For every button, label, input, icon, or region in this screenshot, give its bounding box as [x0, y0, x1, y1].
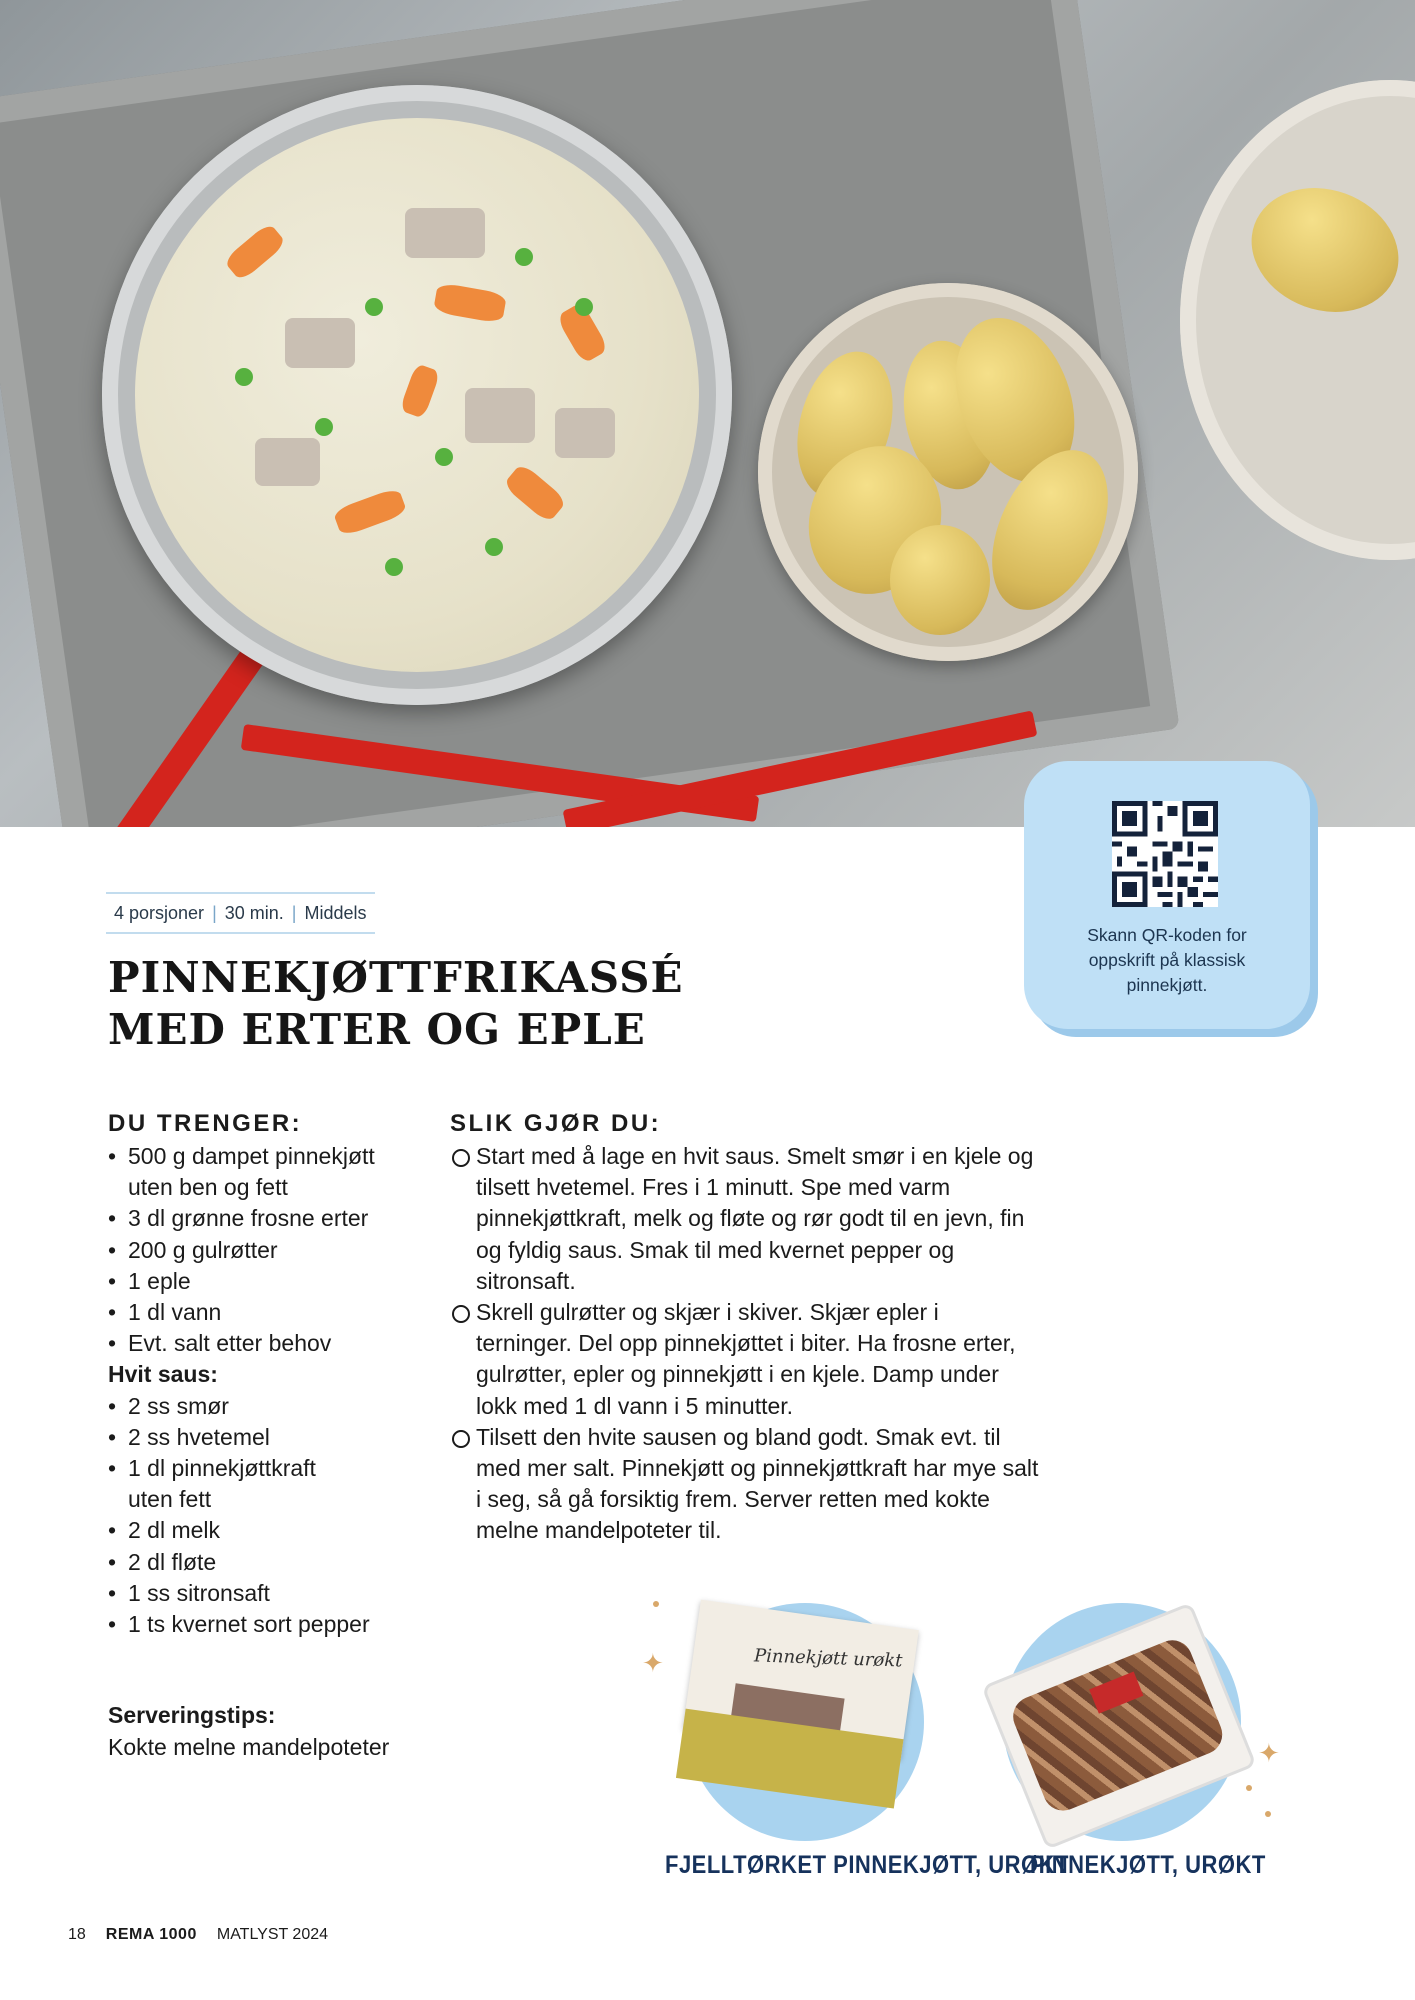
sparkle-dot	[1246, 1785, 1252, 1791]
qr-caption-line: oppskrift på klassisk	[1088, 950, 1246, 970]
ingredients-list	[108, 1141, 438, 1640]
ingredient-item-continued: uten ben og fett	[128, 1174, 288, 1201]
meta-separator: |	[212, 902, 217, 923]
method-heading: SLIK GJØR DU:	[450, 1110, 662, 1137]
serving-tips-heading: Serveringstips:	[108, 1702, 276, 1728]
ingredient-item: • 200 g gulrøtter	[108, 1235, 438, 1266]
ingredient-item: • 1 eple	[108, 1266, 438, 1297]
sauce-item-continued: uten fett	[128, 1486, 212, 1513]
sauce-item: • 2 dl melk	[108, 1515, 438, 1546]
page-number: 18	[68, 1926, 86, 1943]
difficulty: Middels	[304, 902, 367, 923]
cook-time: 30 min.	[224, 902, 284, 923]
sauce-item: • 2 dl fløte	[108, 1547, 438, 1578]
sauce-item: • 1 ts kvernet sort pepper	[108, 1609, 438, 1640]
sauce-heading: Hvit saus:	[108, 1361, 218, 1388]
recipe-title	[108, 952, 684, 1056]
qr-caption-line: Skann QR-koden for	[1087, 925, 1247, 945]
title-line: PINNEKJØTTFRIKASSÉ	[108, 953, 684, 1002]
page-footer	[68, 1926, 328, 1944]
title-line: MED ERTER OG EPLE	[108, 1005, 646, 1054]
sauce-item: • 2 ss hvetemel	[108, 1422, 438, 1453]
method-steps	[450, 1141, 1040, 1547]
product-name: FJELLTØRKET PINNEKJØTT, URØKT	[665, 1850, 1069, 1879]
ingredient-item: • 500 g dampet pinnekjøtt	[108, 1141, 438, 1172]
serving-tips-text: Kokte melne mandelpoteter	[108, 1734, 390, 1760]
potato	[890, 525, 990, 635]
ingredients-heading: DU TRENGER:	[108, 1110, 303, 1137]
publication-name: MATLYST 2024	[216, 1926, 329, 1943]
sparkle-icon: ✦	[1258, 1739, 1280, 1769]
ingredient-item: • Evt. salt etter behov	[108, 1328, 438, 1359]
qr-code-icon[interactable]	[1112, 801, 1218, 907]
sparkle-icon: ✦	[642, 1649, 664, 1679]
recipe-meta	[106, 892, 375, 934]
frikasse-dish	[135, 118, 699, 672]
sauce-item: • 1 ss sitronsaft	[108, 1578, 438, 1609]
brand-logo: REMA 1000	[105, 1926, 197, 1943]
sparkle-dot	[653, 1601, 659, 1607]
servings: 4 porsjoner	[114, 902, 205, 923]
serving-plate	[1180, 80, 1415, 560]
recipe-photo	[0, 0, 1415, 827]
method-step: Skrell gulrøtter og skjær i skiver. Skjær epler i terninger. Del opp pinnekjøttet i biter. Ha frosne erter, gulrøtter, epler og pinnekjøtt i en kjele. Damp under lokk med 1 dl vann i 5 minutter.	[450, 1297, 1040, 1422]
sauce-item: • 1 dl pinnekjøttkraft	[108, 1453, 438, 1484]
qr-caption-line: pinnekjøtt.	[1126, 975, 1208, 995]
qr-card	[1024, 761, 1310, 1029]
ingredient-item: • 1 dl vann	[108, 1297, 438, 1328]
package-label: Pinnekjøtt urøkt	[753, 1645, 903, 1672]
meta-separator: |	[291, 902, 297, 923]
ingredient-item: • 3 dl grønne frosne erter	[108, 1203, 438, 1234]
sauce-item: • 2 ss smør	[108, 1391, 438, 1422]
method-step: Tilsett den hvite sausen og bland godt. Smak evt. til med mer salt. Pinnekjøtt og pinnekjøttkraft har mye salt i seg, så gå forsiktig frem. Server retten med kokte melne mandelpoteter til.	[450, 1422, 1040, 1547]
product-name: PINNEKJØTT, URØKT	[1030, 1850, 1266, 1879]
method-step: Start med å lage en hvit saus. Smelt smør i en kjele og tilsett hvetemel. Fres i 1 minutt. Spe med varm pinnekjøttkraft, melk og fløte og rør godt til en jevn, fin og fyldig saus. Smak til med kvernet pepper og sitronsaft.	[450, 1141, 1040, 1297]
product-image-pinnekjott[interactable]	[981, 1602, 1256, 1850]
sparkle-dot	[1265, 1811, 1271, 1817]
qr-caption	[1044, 923, 1290, 998]
product-image-fjelltorket[interactable]	[673, 1600, 919, 1829]
